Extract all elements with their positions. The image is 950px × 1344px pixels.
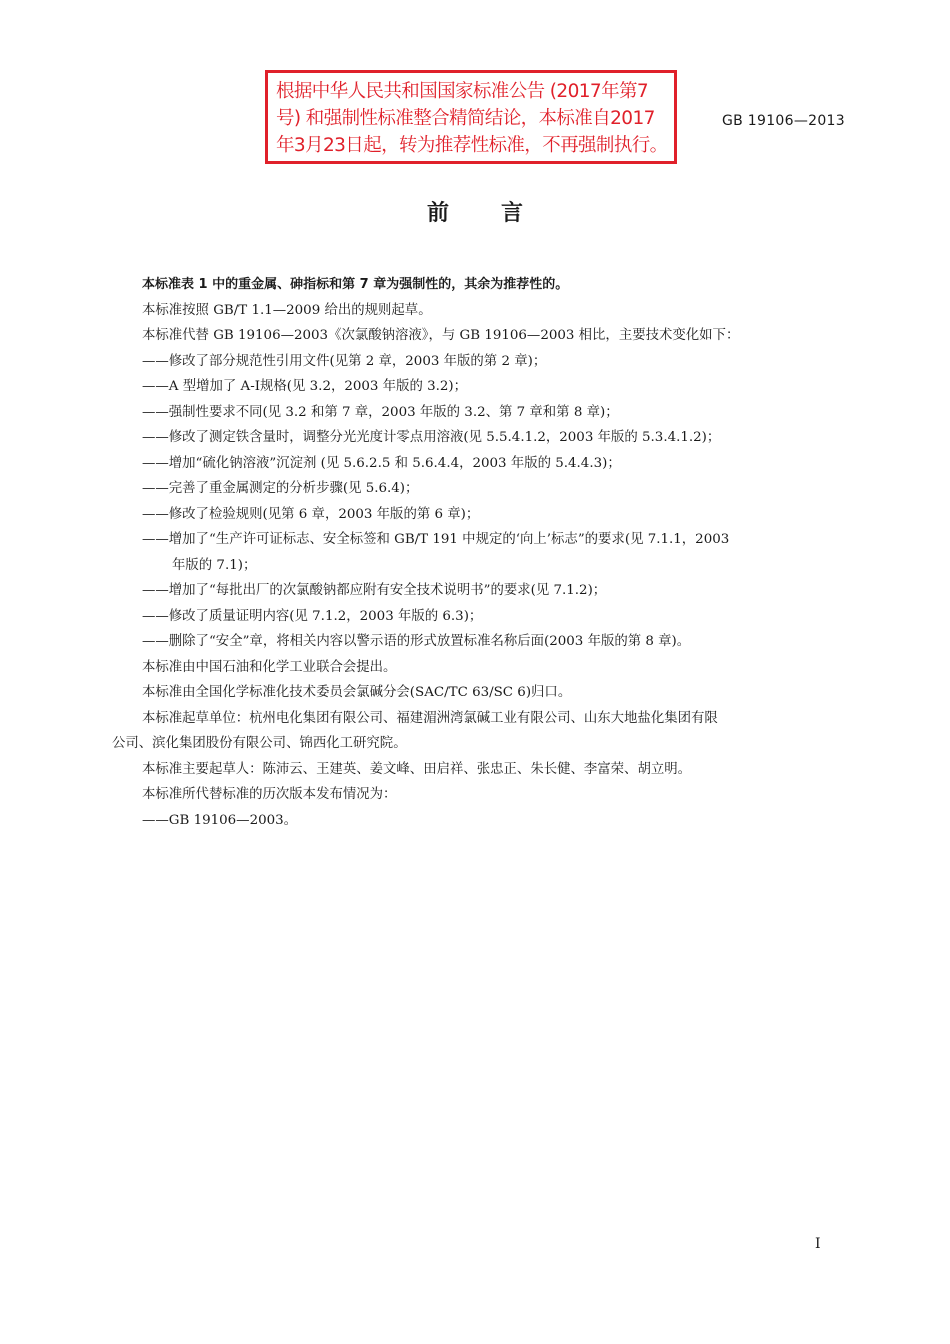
foreword-body [112,272,844,833]
change-item: ——修改了测定铁含量时，调整分光光度计零点用溶液(见 5.5.4.1.2，2003 年版的 5.3.4.1.2)； [142,430,721,445]
paragraph-drafting-units-continued: 公司、滨化集团股份有限公司、锦西化工研究院。 [112,736,407,751]
paragraph-drafting-units: 本标准起草单位：杭州电化集团有限公司、福建湄洲湾氯碱工业有限公司、山东大地盐化集团有限 [142,710,718,726]
page-number: I [815,1236,821,1252]
page-title: 前言 [426,201,575,226]
notice-line: 号) 和强制性标准整合精简结论，本标准自2017 [276,108,655,129]
change-item: ——删除了“安全”章，将相关内容以警示语的形式放置标准名称后面(2003 年版的第 8 章)。 [142,634,691,649]
change-item: ——增加“硫化钠溶液”沉淀剂 (见 5.6.2.5 和 5.6.4.4，2003 年版的 5.4.4.3)； [142,455,621,471]
change-item-continuation: 年版的 7.1)； [172,557,257,573]
paragraph-committee: 本标准由全国化学标准化技术委员会氯碱分会(SAC/TC 63/SC 6)归口。 [142,685,572,700]
paragraph-history-intro: 本标准所代替标准的历次版本发布情况为： [142,787,397,802]
change-item: ——强制性要求不同(见 3.2 和第 7 章，2003 年版的 3.2、第 7 章和第 8 章)； [142,404,619,420]
change-item: ——增加了“生产许可证标志、安全标签和 GB/T 191 中规定的‘向上’标志”的要求(见 7.1.1，2003 [142,532,730,547]
paragraph-proposer: 本标准由中国石油和化学工业联合会提出。 [142,659,397,675]
paragraph-replaces: 本标准代替 GB 19106—2003《次氯酸钠溶液》，与 GB 19106—2003 相比，主要技术变化如下： [142,328,740,343]
change-item: ——修改了检验规则(见第 6 章，2003 年版的第 6 章)； [142,506,480,522]
change-item: ——修改了部分规范性引用文件(见第 2 章，2003 年版的第 2 章)； [142,353,547,369]
notice-line: 根据中华人民共和国国家标准公告 (2017年第7 [276,81,649,102]
paragraph-drafters: 本标准主要起草人：陈沛云、王建英、姜文峰、田启祥、张忠正、朱长健、李富荣、胡立明。 [142,761,692,777]
paragraph-drafting-rule: 本标准按照 GB/T 1.1—2009 给出的规则起草。 [142,302,432,318]
change-item: ——修改了质量证明内容(见 7.1.2，2003 年版的 6.3)； [142,608,483,624]
change-item: ——增加了“每批出厂的次氯酸钠都应附有安全技术说明书”的要求(见 7.1.2)； [142,583,607,598]
paragraph-mandatory-clauses: 本标准表 1 中的重金属、砷指标和第 7 章为强制性的，其余为推荐性的。 [142,277,569,292]
standard-status-notice [265,70,677,164]
history-item: ——GB 19106—2003。 [142,812,298,828]
standard-number: GB 19106—2013 [722,113,845,129]
change-item: ——完善了重金属测定的分析步骤(见 5.6.4)； [142,481,419,496]
notice-line: 年3月23日起，转为推荐性标准，不再强制执行。 [276,135,668,156]
change-item: ——A 型增加了 A-Ⅰ规格(见 3.2，2003 年版的 3.2)； [142,379,468,394]
